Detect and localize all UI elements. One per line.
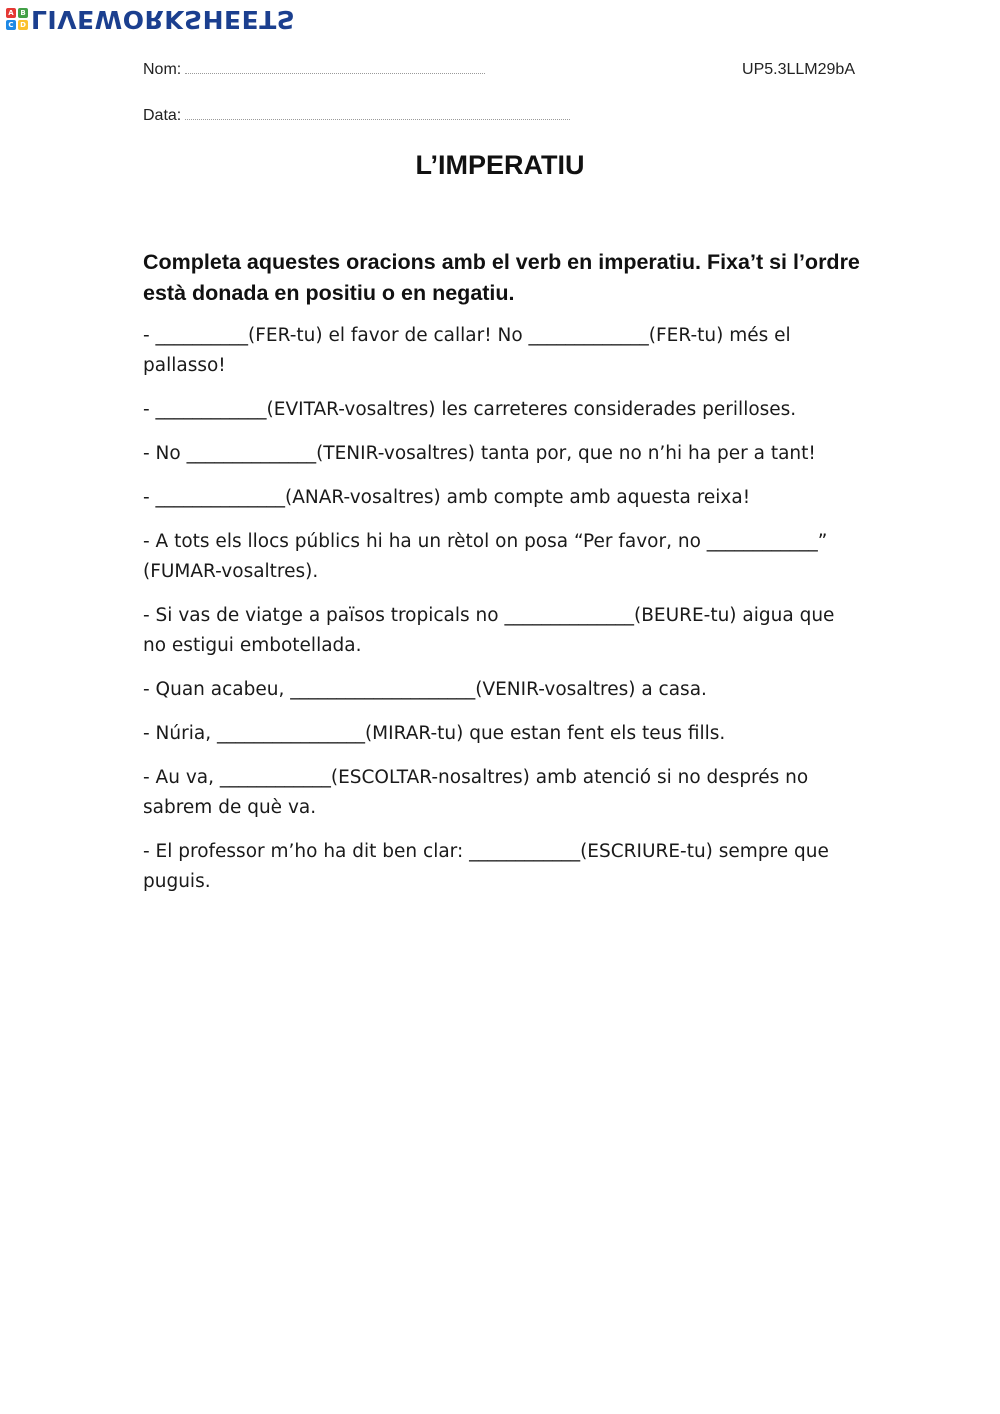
sentence-item: - El professor m’ho ha dit ben clar: ____________(ESCRIURE-tu) sempre que puguis. (143, 841, 829, 892)
date-line (143, 107, 570, 125)
sentence-item: - No ______________(TENIR-vosaltres) tanta por, que no n’hi ha per a tant! (143, 443, 816, 464)
sentence-item: - Si vas de viatge a països tropicals no ______________(BEURE-tu) aigua que no estigui embotellada. (143, 605, 835, 656)
sentence-item: - ____________(EVITAR-vosaltres) les carreteres considerades perilloses. (143, 399, 797, 420)
sentence-item: - __________(FER-tu) el favor de callar! No _____________(FER-tu) més el pallasso! (143, 325, 791, 376)
sentence-item: - A tots els llocs públics hi ha un rètol on posa “Per favor, no ____________” (FUMAR-vosaltres). (143, 531, 828, 582)
logo-block-a: A (6, 8, 16, 18)
sentence-item: - Au va, ____________(ESCOLTAR-nosaltres) amb atenció si no després no sabrem de què va. (143, 767, 809, 818)
sentence-item: - ______________(ANAR-vosaltres) amb compte amb aquesta reixa! (143, 487, 751, 508)
logo-block-c: C (6, 20, 16, 30)
sentence-item: - Núria, ________________(MIRAR-tu) que estan fent els teus fills. (143, 723, 726, 744)
logo-blocks-icon (6, 8, 28, 30)
date-label: Data: (143, 107, 182, 124)
name-dotted-field (185, 61, 485, 74)
sentence-list (143, 321, 863, 911)
name-label: Nom: (143, 61, 182, 78)
logo-block-b: B (18, 8, 28, 18)
liveworksheets-logo (6, 4, 295, 34)
sentence-item: - Quan acabeu, ____________________(VENIR-vosaltres) a casa. (143, 679, 707, 700)
date-dotted-field (185, 107, 570, 120)
worksheet-code: UP5.3LLM29bA (742, 61, 855, 78)
name-line (143, 61, 485, 79)
page-title: L’IMPERATIU (415, 150, 585, 180)
logo-block-d: D (18, 20, 28, 30)
logo-text: LIVEWORKSHEETS (31, 5, 296, 34)
instruction: Completa aquestes oracions amb el verb en imperatiu. Fixa’t si l’ordre està donada en positiu o en negatiu. (143, 250, 860, 305)
